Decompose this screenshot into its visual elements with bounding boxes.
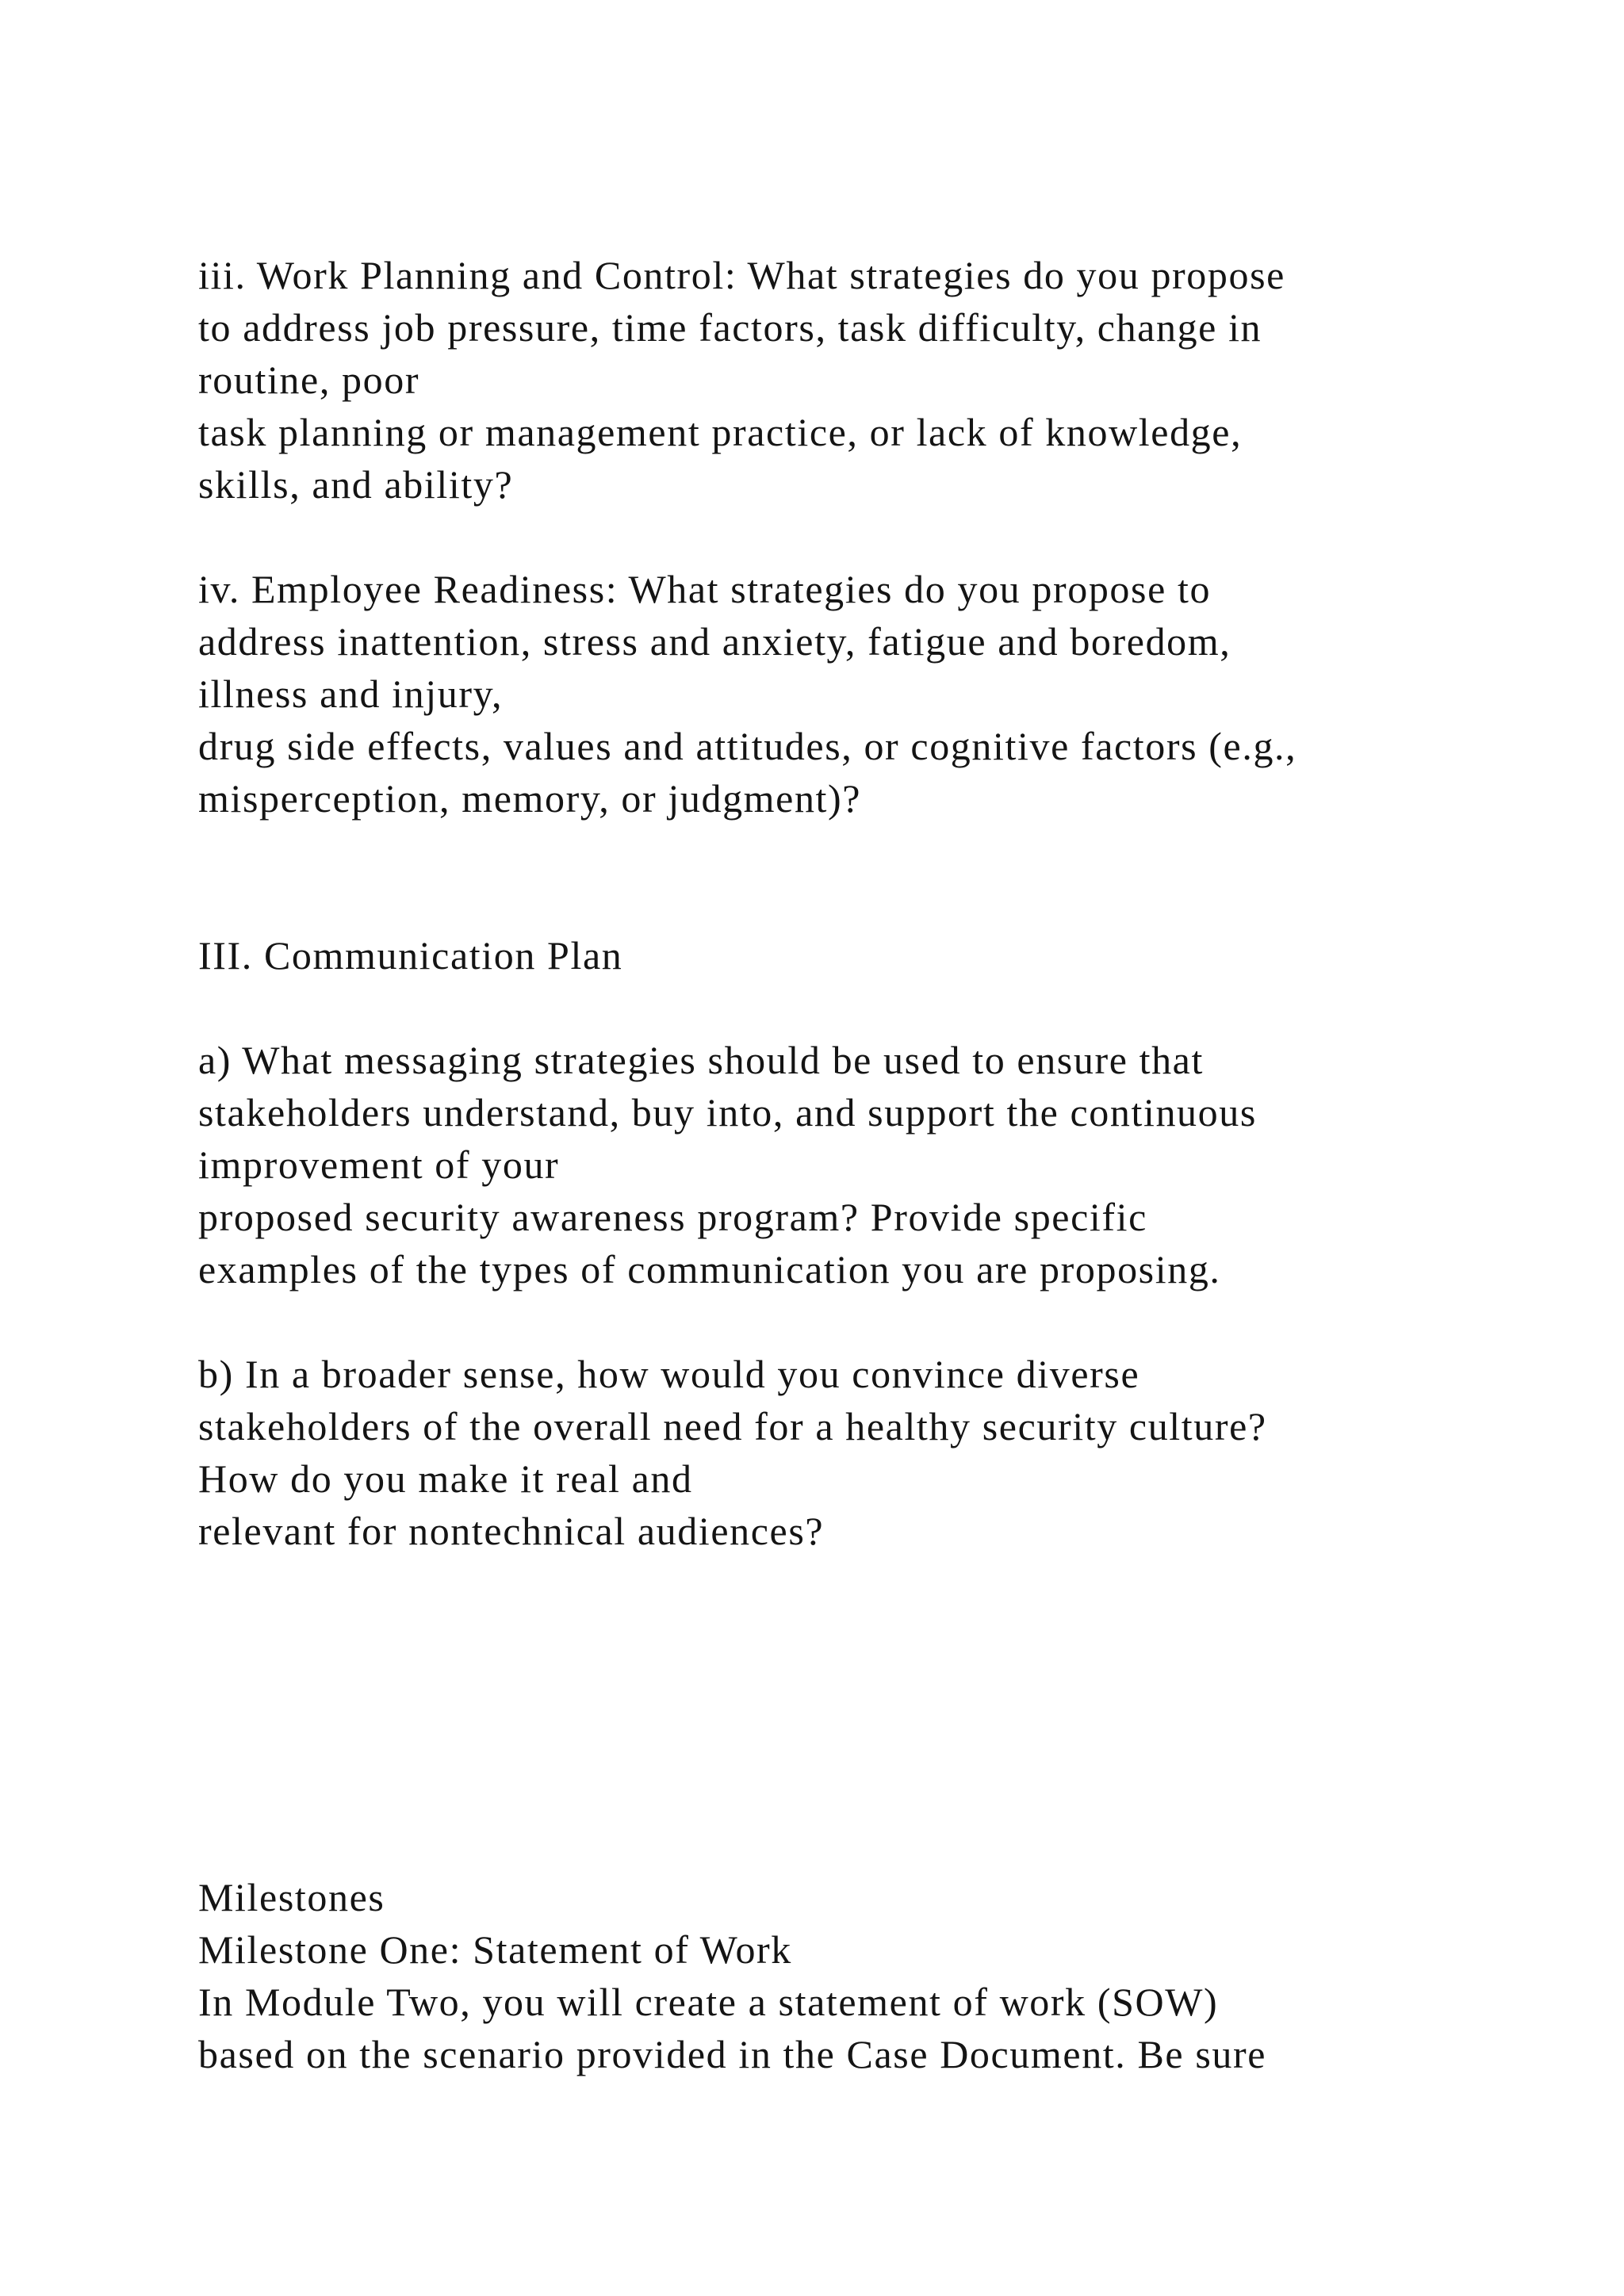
text-line: iii. Work Planning and Control: What strategies do you propose [198,253,1285,297]
text-line: relevant for nontechnical audiences? [198,1509,825,1553]
text-line: misperception, memory, or judgment)? [198,776,862,821]
text-line: routine, poor [198,358,420,402]
text-line: task planning or management practice, or lack of knowledge, [198,410,1243,454]
text-line: drug side effects, values and attitudes, or cognitive factors (e.g., [198,724,1297,768]
text-line: How do you make it real and [198,1456,693,1501]
text-line: stakeholders understand, buy into, and support the continuous [198,1090,1257,1135]
text-line: based on the scenario provided in the Case Document. Be sure [198,2032,1267,2076]
text-line: illness and injury, [198,672,504,716]
text-line: skills, and ability? [198,462,514,507]
text-line: improvement of your [198,1142,560,1187]
text-line: stakeholders of the overall need for a healthy security culture? [198,1404,1267,1448]
text-line: a) What messaging strategies should be used to ensure that [198,1038,1204,1082]
text-line: examples of the types of communication you are proposing. [198,1247,1221,1292]
text-line: to address job pressure, time factors, task difficulty, change in [198,305,1262,350]
section-heading: Milestones [198,1875,385,1919]
text-line: address inattention, stress and anxiety, fatigue and boredom, [198,619,1231,664]
text-line: proposed security awareness program? Provide specific [198,1195,1147,1239]
text-line: b) In a broader sense, how would you convince diverse [198,1352,1140,1396]
section-heading: III. Communication Plan [198,933,623,978]
text-line: In Module Two, you will create a statement of work (SOW) [198,1980,1219,2024]
text-line: iv. Employee Readiness: What strategies do you propose to [198,567,1212,611]
subsection-heading: Milestone One: Statement of Work [198,1927,792,1972]
